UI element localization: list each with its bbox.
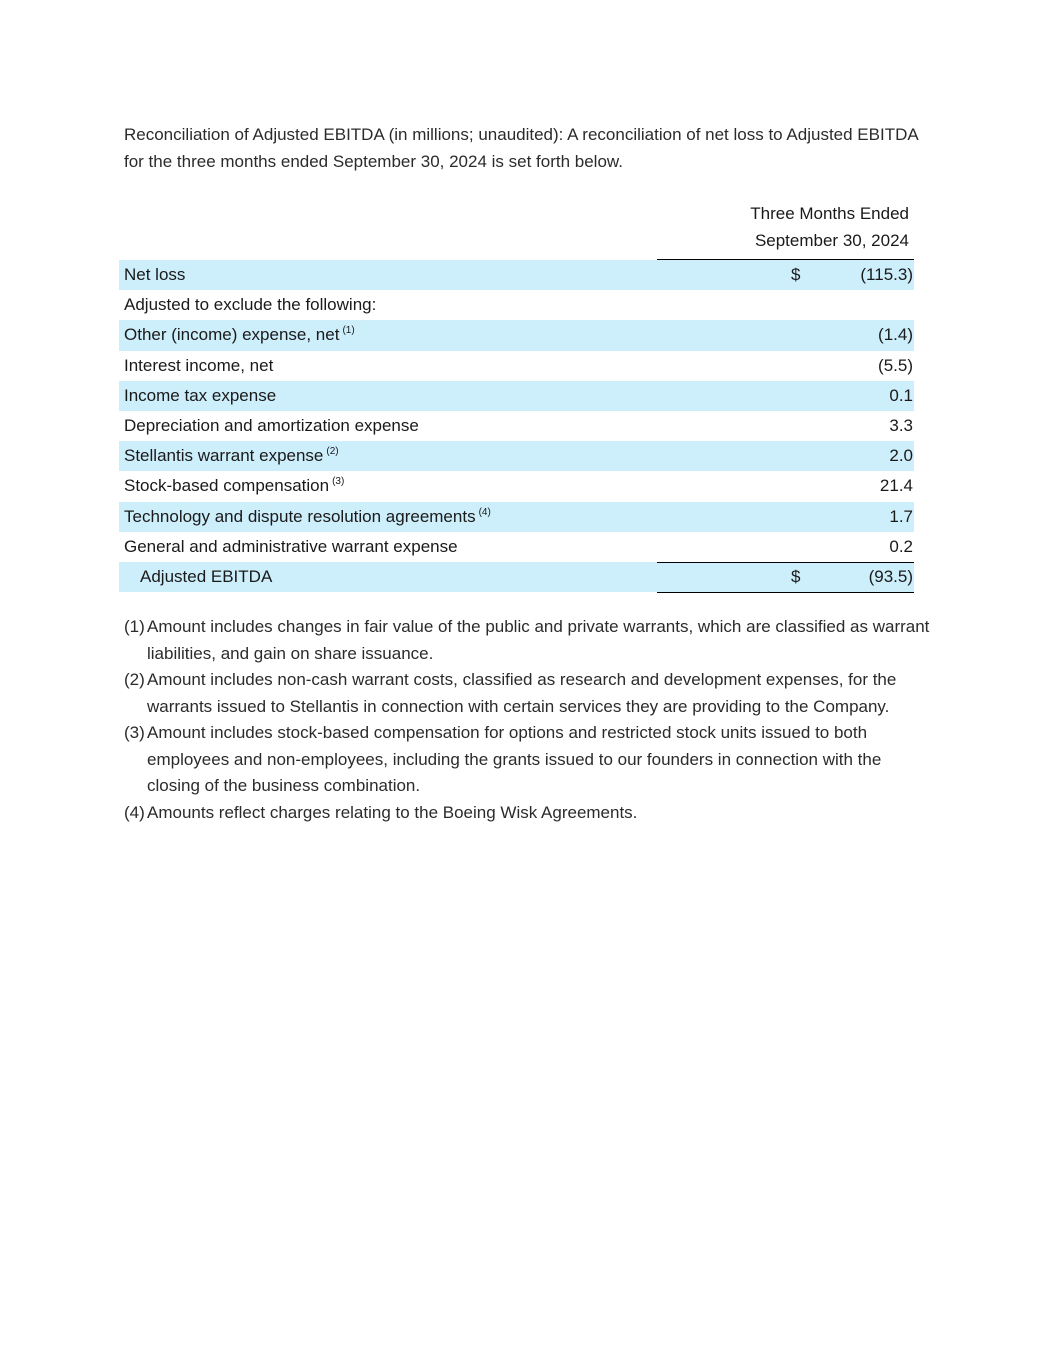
row-value: (93.5) (868, 566, 913, 586)
table-row-technology-agreements (119, 502, 914, 532)
footnote-ref: (3) (332, 476, 345, 488)
document-page (124, 122, 930, 826)
table-row-stock-compensation (119, 471, 914, 501)
currency-symbol: $ (791, 566, 801, 586)
row-value: 0.1 (889, 385, 913, 405)
total-bottom-rule (657, 592, 914, 593)
row-label: Interest income, net (124, 355, 274, 375)
footnote-number: (1) (124, 617, 145, 637)
table-row-stellantis-warrant (119, 441, 914, 471)
ebitda-reconciliation-table (119, 200, 914, 592)
row-label: Stellantis warrant expense $^{(2)}$ (124, 446, 339, 466)
footnote-item (124, 614, 930, 667)
footnote-item (124, 800, 930, 827)
footnote-number: (3) (124, 723, 145, 743)
row-label: Depreciation and amortization expense (124, 415, 419, 435)
table-row-ga-warrant (119, 532, 914, 562)
column-header-period: Three Months Ended (750, 204, 909, 223)
row-value: 2.0 (889, 446, 913, 466)
table-row-adjusted-ebitda (119, 562, 914, 592)
row-value: (115.3) (860, 265, 913, 284)
row-value: 3.3 (889, 415, 913, 435)
row-value: 0.2 (889, 536, 913, 556)
row-value: 21.4 (879, 476, 913, 496)
footnote-text: Amounts reflect charges relating to the Boeing Wisk Agreements. (147, 802, 638, 822)
footnotes (124, 614, 930, 826)
footnote-text: Amount includes non-cash warrant costs, classified as research and development expenses, for the warrants issued to Stellantis in connection with certain services they are providing to the Company. (147, 670, 897, 716)
intro-paragraph: Reconciliation of Adjusted EBITDA (in millions; unaudited): A reconciliation of net loss to Adjusted EBITDA for the three months ended September 30, 2024 is set forth below. (124, 125, 918, 171)
footnote-text: Amount includes stock-based compensation for options and restricted stock units issued to both employees and non-employees, including the grants issued to our founders in connection with the closing of the business combination. (147, 723, 882, 796)
row-label: Other (income) expense, net $^{(1)}$ (124, 325, 355, 345)
row-label: Adjusted to exclude the following: (124, 295, 377, 315)
table-row-adjustments-heading (119, 290, 914, 320)
table-row-interest-income (119, 351, 914, 381)
footnote-ref: (4) (478, 506, 491, 518)
row-label: Net loss (124, 265, 186, 284)
footnote-item (124, 667, 930, 720)
table-row-net-loss (119, 260, 914, 290)
table-row-depreciation (119, 411, 914, 441)
table-header (119, 200, 914, 260)
row-label: Income tax expense (124, 385, 277, 405)
row-value: (1.4) (878, 325, 913, 345)
table-row-income-tax (119, 381, 914, 411)
column-header-date: September 30, 2024 (754, 231, 909, 250)
table-row-other-expense (119, 320, 914, 350)
row-label: General and administrative warrant expense (124, 536, 458, 556)
footnote-ref: (2) (326, 446, 339, 458)
row-label: Technology and dispute resolution agreements $^{(4)}$ (124, 506, 491, 526)
footnote-text: Amount includes changes in fair value of the public and private warrants, which are classified as warrant liabilities, and gain on share issuance. (147, 617, 930, 663)
currency-symbol: $ (791, 265, 801, 284)
footnote-number: (2) (124, 670, 145, 690)
row-value: (5.5) (878, 355, 913, 375)
row-label: Adjusted EBITDA (140, 566, 273, 586)
row-label: Stock-based compensation $^{(3)}$ (124, 476, 345, 496)
footnote-number: (4) (124, 802, 145, 822)
footnote-ref: (1) (342, 325, 355, 337)
footnote-item (124, 720, 930, 800)
row-value: 1.7 (889, 506, 913, 526)
